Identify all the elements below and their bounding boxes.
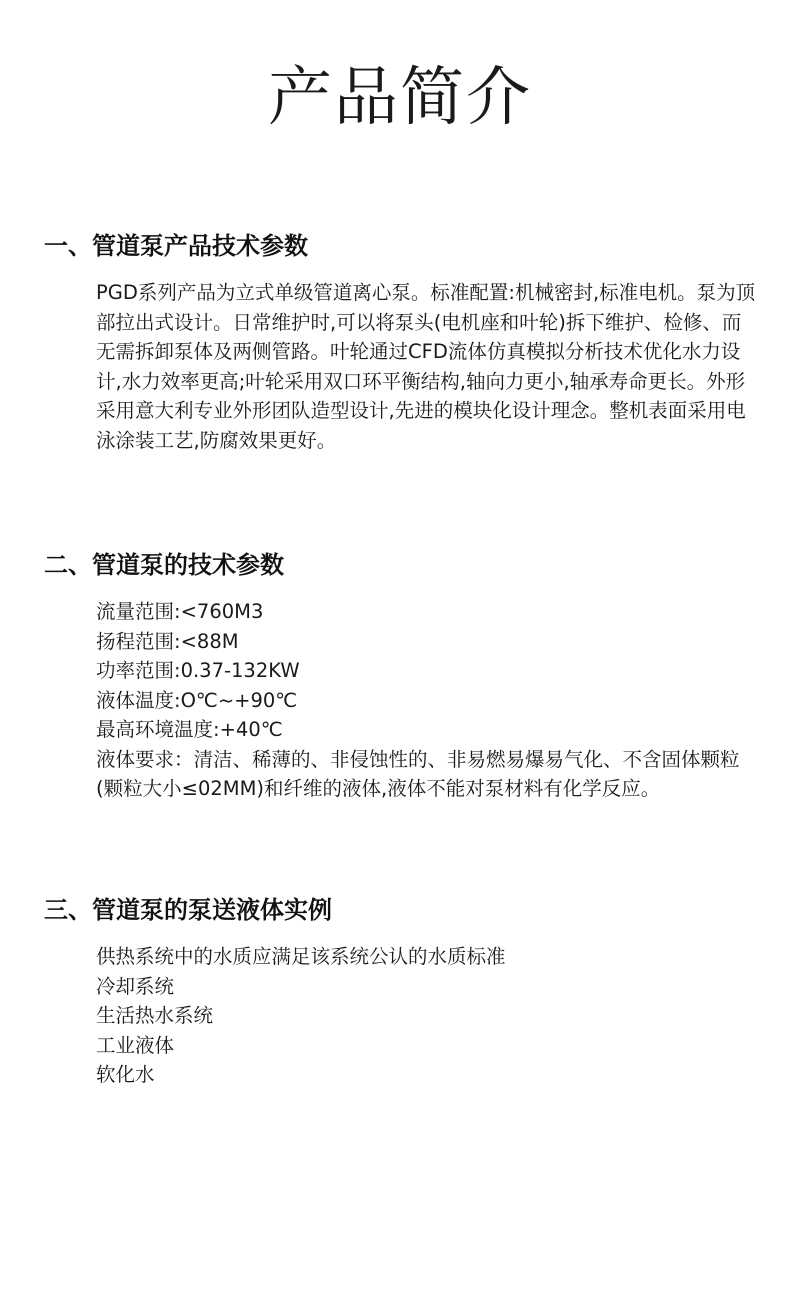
section-body [96, 278, 756, 455]
list-item: 软化水 [96, 1063, 155, 1086]
parameter-item-liquid-temperature: 液体温度:O℃~+90℃ [96, 688, 298, 712]
section-technical-parameters [44, 549, 764, 804]
parameter-item-liquid-requirements: 液体要求：清洁、稀薄的、非侵蚀性的、非易燃易爆易气化、不含固体颗粒(颗粒大小≤02MM)和纤维的液体,液体不能对泵材料有化学反应。 [96, 747, 740, 800]
section-heading: 二、管道泵的技术参数 [44, 551, 284, 579]
page-title: 产品简介 [268, 61, 532, 135]
example-list [96, 942, 756, 1090]
section-heading: 一、管道泵产品技术参数 [44, 232, 308, 260]
section-product-parameters [44, 230, 764, 455]
parameter-list [96, 597, 756, 804]
parameter-item-head: 扬程范围:<88M [96, 629, 239, 653]
parameter-item-ambient-temperature: 最高环境温度:+40℃ [96, 718, 283, 741]
list-item: 冷却系统 [96, 974, 175, 998]
list-item: 工业液体 [96, 1033, 175, 1057]
section-liquid-examples [44, 894, 764, 1090]
product-description: PGD系列产品为立式单级管道离心泵。标准配置:机械密封,标准电机。泵为顶部拉出式设计。日常维护时,可以将泵头(电机座和叶轮)拆下维护、检修、而无需拆卸泵体及两侧管路。叶轮通过CFD流体仿真模拟分析技术优化水力设计,水力效率更高;叶轮采用双口环平衡结构,轴向力更小,轴承寿命更长。外形采用意大利专业外形团队造型设计,先进的模块化设计理念。整机表面采用电泳涂装工艺,防腐效果更好。 [96, 281, 756, 452]
list-item: 生活热水系统 [96, 1004, 214, 1027]
parameter-item-flow: 流量范围:<760M3 [96, 600, 264, 623]
parameter-item-power: 功率范围:0.37-132KW [96, 659, 300, 682]
section-heading: 三、管道泵的泵送液体实例 [44, 896, 332, 924]
list-item: 供热系统中的水质应满足该系统公认的水质标准 [96, 945, 506, 968]
